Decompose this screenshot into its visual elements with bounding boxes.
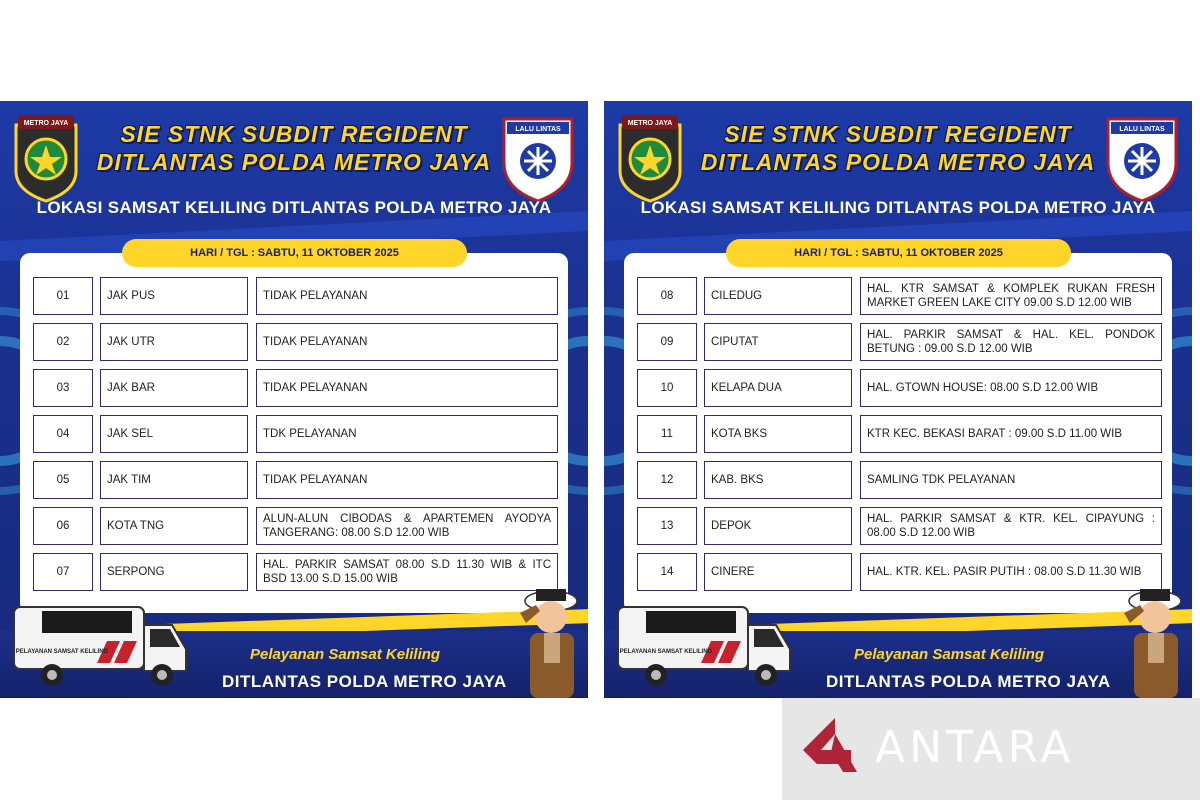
row-location: CIPUTAT — [704, 323, 852, 361]
row-location: KAB. BKS — [704, 461, 852, 499]
row-description: KTR KEC. BEKASI BARAT : 09.00 S.D 11.00 WIB — [860, 415, 1162, 453]
table-row — [33, 323, 558, 363]
table-row — [637, 461, 1162, 501]
title-line-2: DITLANTAS POLDA METRO JAYA — [700, 149, 1096, 175]
row-location: KOTA BKS — [704, 415, 852, 453]
table-row — [33, 415, 558, 455]
row-number: 03 — [33, 369, 93, 407]
row-description: HAL. KTR. KEL. PASIR PUTIH : 08.00 S.D 11.30 WIB — [860, 553, 1162, 591]
row-number: 04 — [33, 415, 93, 453]
row-number: 05 — [33, 461, 93, 499]
row-number: 09 — [637, 323, 697, 361]
logo-right-text: LALU LINTAS — [1119, 126, 1165, 133]
row-description: HAL. PARKIR SAMSAT & KTR. KEL. CIPAYUNG : 08.00 S.D 12.00 WIB — [860, 507, 1162, 545]
date-label: HARI / TGL : SABTU, 11 OKTOBER 2025 — [122, 239, 467, 267]
logo-left-text: METRO JAYA — [627, 120, 673, 127]
row-location: JAK PUS — [100, 277, 248, 315]
subtitle: LOKASI SAMSAT KELILING DITLANTAS POLDA METRO JAYA — [640, 198, 1156, 217]
row-location: SERPONG — [100, 553, 248, 591]
table-row — [33, 369, 558, 409]
row-number: 06 — [33, 507, 93, 545]
table-row — [637, 553, 1162, 593]
row-location: KELAPA DUA — [704, 369, 852, 407]
truck-text: PELAYANAN SAMSAT KELILING — [15, 649, 109, 655]
footer-agency-name: DITLANTAS POLDA METRO JAYA — [222, 672, 507, 691]
row-location: DEPOK — [704, 507, 852, 545]
row-description: HAL. KTR SAMSAT & KOMPLEK RUKAN FRESH MARKET GREEN LAKE CITY 09.00 S.D 12.00 WIB — [860, 277, 1162, 315]
table-row — [637, 323, 1162, 363]
samsat-truck-illustration — [12, 601, 190, 693]
title-line-1: SIE STNK SUBDIT REGIDENT — [724, 121, 1072, 147]
table-row — [33, 507, 558, 547]
saluting-officer-illustration — [506, 573, 588, 698]
row-location: JAK UTR — [100, 323, 248, 361]
footer-service-name: Pelayanan Samsat Keliling — [250, 646, 441, 663]
title-line-2: DITLANTAS POLDA METRO JAYA — [96, 149, 492, 175]
row-location: JAK BAR — [100, 369, 248, 407]
row-number: 13 — [637, 507, 697, 545]
table-row — [637, 507, 1162, 547]
row-location: KOTA TNG — [100, 507, 248, 545]
table-row — [637, 415, 1162, 455]
footer-agency-name: DITLANTAS POLDA METRO JAYA — [826, 672, 1111, 691]
row-number: 02 — [33, 323, 93, 361]
row-description: TIDAK PELAYANAN — [256, 323, 558, 361]
row-description: HAL. PARKIR SAMSAT 08.00 S.D 11.30 WIB & ITC BSD 13.00 S.D 15.00 WIB — [256, 553, 558, 591]
row-location: CINERE — [704, 553, 852, 591]
saluting-officer-illustration — [1110, 573, 1192, 698]
table-row — [637, 277, 1162, 317]
footer-service-name: Pelayanan Samsat Keliling — [854, 646, 1045, 663]
logo-right-text: LALU LINTAS — [515, 126, 561, 133]
row-number: 08 — [637, 277, 697, 315]
antara-logo-icon — [795, 710, 865, 780]
row-description: SAMLING TDK PELAYANAN — [860, 461, 1162, 499]
table-row — [33, 553, 558, 593]
truck-text: PELAYANAN SAMSAT KELILING — [619, 649, 713, 655]
row-number: 14 — [637, 553, 697, 591]
table-row — [33, 277, 558, 317]
samsat-truck-illustration — [616, 601, 794, 693]
row-number: 10 — [637, 369, 697, 407]
poster-left — [0, 101, 588, 698]
poster-right — [604, 101, 1192, 698]
row-description: TIDAK PELAYANAN — [256, 461, 558, 499]
row-location: JAK TIM — [100, 461, 248, 499]
row-number: 12 — [637, 461, 697, 499]
row-number: 11 — [637, 415, 697, 453]
row-number: 01 — [33, 277, 93, 315]
logo-left-text: METRO JAYA — [23, 120, 69, 127]
row-location: JAK SEL — [100, 415, 248, 453]
row-location: CILEDUG — [704, 277, 852, 315]
table-row — [33, 461, 558, 501]
row-description: HAL. PARKIR SAMSAT & HAL. KEL. PONDOK BETUNG : 09.00 S.D 12.00 WIB — [860, 323, 1162, 361]
table-row — [637, 369, 1162, 409]
title-line-1: SIE STNK SUBDIT REGIDENT — [120, 121, 468, 147]
date-label: HARI / TGL : SABTU, 11 OKTOBER 2025 — [726, 239, 1071, 267]
row-description: HAL. GTOWN HOUSE: 08.00 S.D 12.00 WIB — [860, 369, 1162, 407]
row-number: 07 — [33, 553, 93, 591]
row-description: TDK PELAYANAN — [256, 415, 558, 453]
row-description: TIDAK PELAYANAN — [256, 369, 558, 407]
row-description: ALUN-ALUN CIBODAS & APARTEMEN AYODYA TANGERANG: 08.00 S.D 12.00 WIB — [256, 507, 558, 545]
antara-watermark-text: ANTARA — [875, 722, 1075, 773]
row-description: TIDAK PELAYANAN — [256, 277, 558, 315]
subtitle: LOKASI SAMSAT KELILING DITLANTAS POLDA METRO JAYA — [36, 198, 552, 217]
